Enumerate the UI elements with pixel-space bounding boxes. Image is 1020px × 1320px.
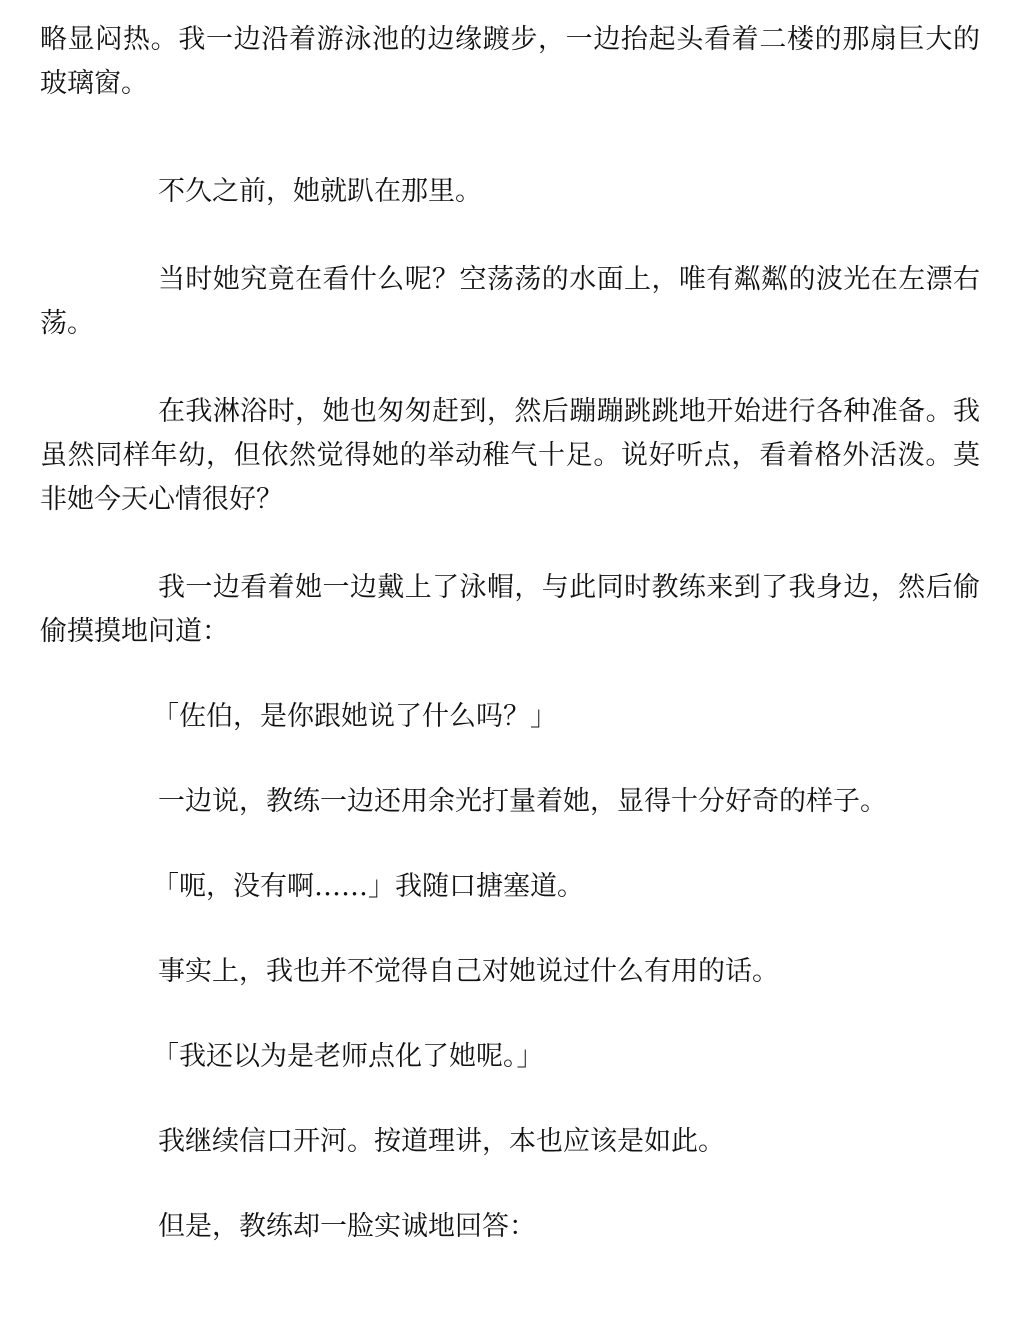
paragraph-1: 略显闷热。我一边沿着游泳池的边缘踱步，一边抬起头看着二楼的那扇巨大的玻璃窗。 — [40, 24, 980, 99]
paragraph-4: 在我淋浴时，她也匆匆赶到，然后蹦蹦跳跳地开始进行各种准备。我虽然同样年幼，但依然觉得她的举动稚气十足。说好听点，看着格外活泼。莫非她今天心情很好？ — [40, 396, 980, 515]
paragraph-9: 事实上，我也并不觉得自己对她说过什么有用的话。 — [158, 956, 779, 987]
paragraph-6-dialogue: 「佐伯，是你跟她说了什么吗？」 — [152, 701, 557, 732]
paragraph-10-dialogue: 「我还以为是老师点化了她呢。」 — [152, 1041, 544, 1072]
paragraph-3: 当时她究竟在看什么呢？空荡荡的水面上，唯有粼粼的波光在左漂右荡。 — [40, 264, 980, 339]
paragraph-12: 但是，教练却一脸实诚地回答： — [158, 1211, 536, 1242]
paragraph-7: 一边说，教练一边还用余光打量着她，显得十分好奇的样子。 — [158, 786, 887, 817]
paragraph-11: 我继续信口开河。按道理讲，本也应该是如此。 — [158, 1126, 725, 1157]
paragraph-2: 不久之前，她就趴在那里。 — [158, 176, 482, 207]
paragraph-5: 我一边看着她一边戴上了泳帽，与此同时教练来到了我身边，然后偷偷摸摸地问道： — [40, 572, 980, 647]
paragraph-8-dialogue: 「呃，没有啊……」我随口搪塞道。 — [152, 871, 584, 902]
